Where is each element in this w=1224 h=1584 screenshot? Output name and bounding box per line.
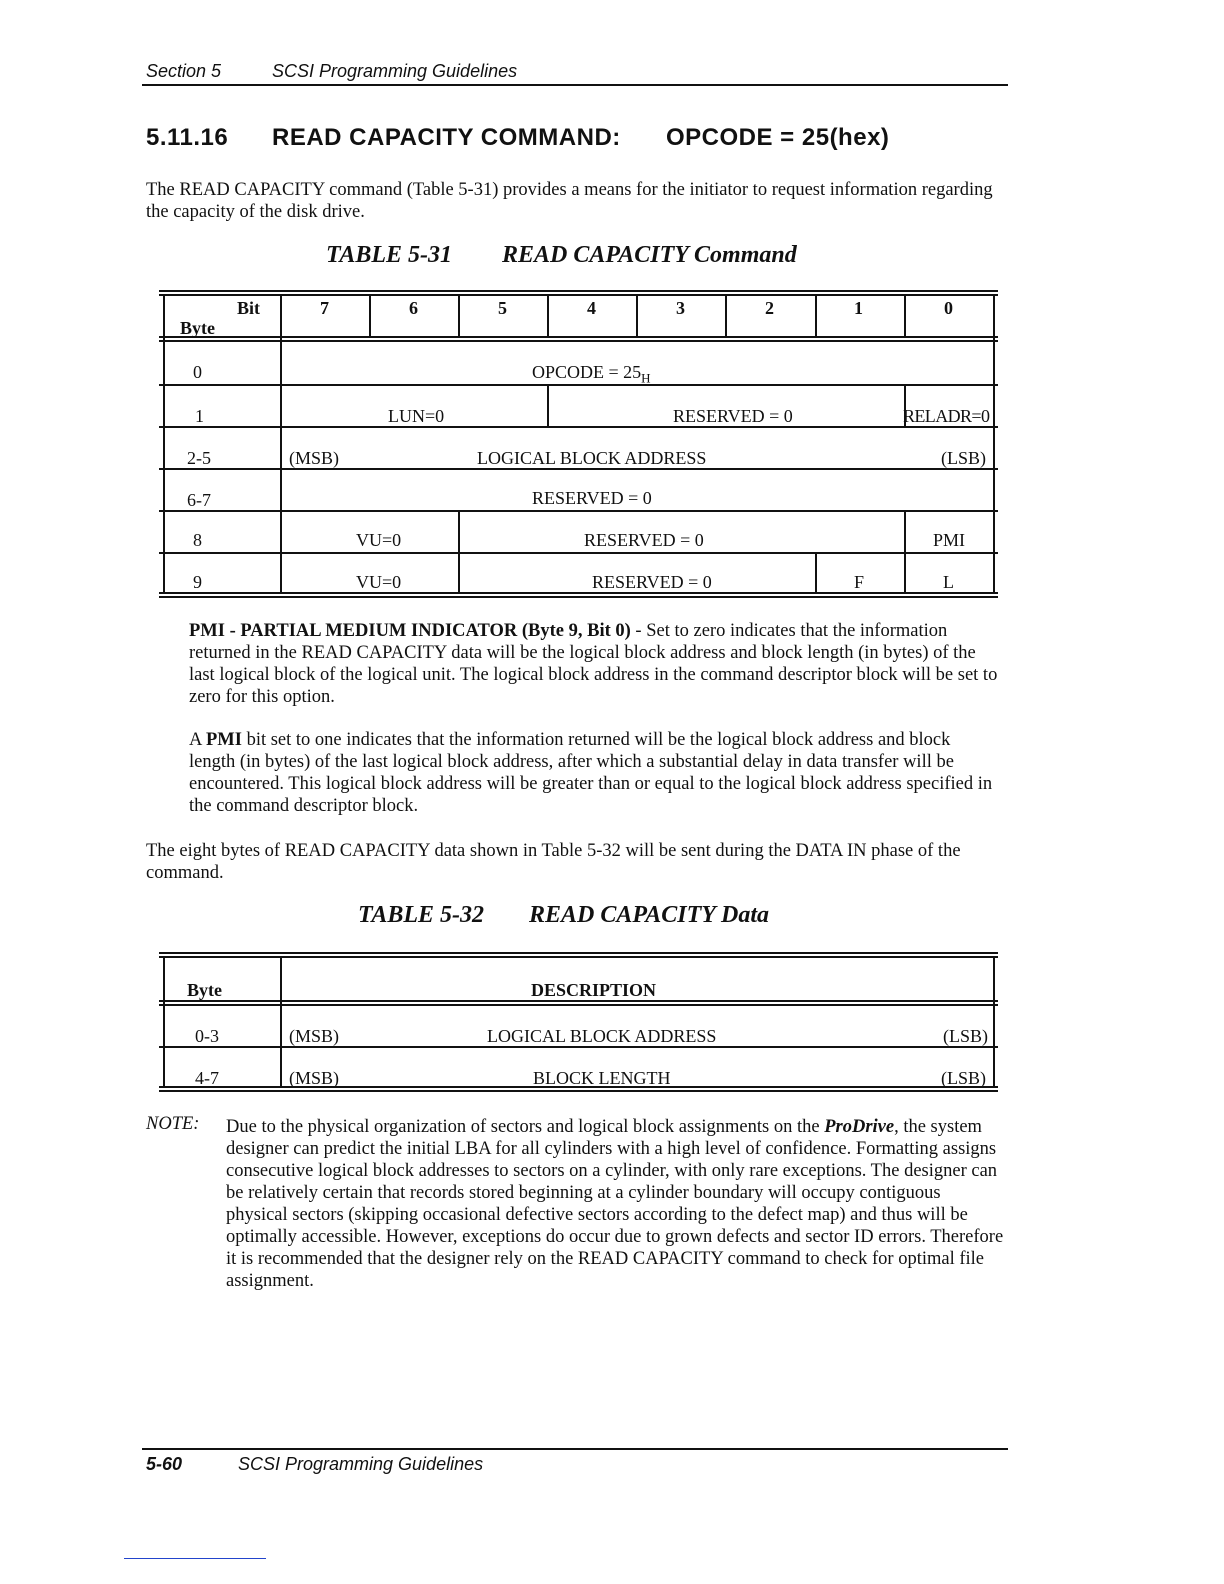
row-byte-1: 1 <box>195 406 204 426</box>
f-cell: F <box>854 572 865 592</box>
row-byte-9: 9 <box>193 572 202 592</box>
reserved-cell-3: RESERVED = 0 <box>532 488 652 508</box>
reladr-cell: RELADR=0 <box>903 406 990 426</box>
heading-title: READ CAPACITY COMMAND: <box>272 124 621 151</box>
table2-msb-0: (MSB) <box>289 1026 340 1046</box>
footer-title: SCSI Programming Guidelines <box>238 1454 484 1474</box>
row-byte-6-7: 6-7 <box>187 490 211 510</box>
note-label: NOTE: <box>146 1114 200 1134</box>
table2-description-label: DESCRIPTION <box>531 980 657 1000</box>
data-intro-paragraph: The eight bytes of READ CAPACITY data shown in Table 5-32 will be sent during the DATA IN phase of the command. <box>146 841 961 883</box>
note-paragraph: Due to the physical organization of sectors and logical block assignments on the ProDrive, the system designer can predict the initial LBA for all cylinders with a high level of confidence. Formatting assigns consecutive logical block addresses to sectors on a cylinder, with only rare exceptions. The designer can be relatively certain that records stored beginning at a cylinder boundary will occupy contiguous physical sectors (skipping occasional defective sectors according to the defect map) and thus will be optimally accessible. However, exceptions do occur due to grown defects and sector ID errors. Therefore it is recommended that the designer rely on the READ CAPACITY command to check for optimal file assignment. <box>226 1117 1004 1291</box>
bit-2: 2 <box>765 298 774 318</box>
bit-3: 3 <box>676 298 685 318</box>
heading-opcode: OPCODE = 25(hex) <box>666 124 890 151</box>
reserved-cell-1: RESERVED = 0 <box>673 406 793 426</box>
bit-4: 4 <box>587 298 596 318</box>
reserved-cell-8: RESERVED = 0 <box>584 530 704 550</box>
pmi-cell: PMI <box>933 530 966 550</box>
heading-number: 5.11.16 <box>146 124 229 151</box>
table2-row-byte-4-7: 4-7 <box>195 1068 219 1088</box>
msb-cell: (MSB) <box>289 448 340 468</box>
opcode-cell: OPCODE = $25_H$ <box>532 362 651 386</box>
table2-lsb-0: (LSB) <box>943 1026 988 1046</box>
reserved-cell-9: RESERVED = 0 <box>592 572 712 592</box>
table2-lsb-1: (LSB) <box>941 1068 986 1088</box>
table2-lba-cell: LOGICAL BLOCK ADDRESS <box>487 1026 717 1046</box>
header-title: SCSI Programming Guidelines <box>272 61 518 81</box>
table2-title: READ CAPACITY Data <box>529 902 770 928</box>
table2-msb-1: (MSB) <box>289 1068 340 1088</box>
byte-label: Byte <box>180 318 215 338</box>
bit-1: 1 <box>854 298 863 318</box>
table1-label: TABLE 5-31 <box>326 242 453 268</box>
lun-cell: LUN=0 <box>388 406 445 426</box>
row-byte-2-5: 2-5 <box>187 448 211 468</box>
pmi-set-paragraph: A PMI bit set to one indicates that the information returned will be the logical block address and block length (in bytes) of the last logical block address, after which a substantial delay in data transfer will be encountered. This logical block address will be greater than or equal to the logical block address specified in the command descriptor block. <box>189 730 993 816</box>
bit-5: 5 <box>498 298 507 318</box>
table2-block-length-cell: BLOCK LENGTH <box>533 1068 671 1088</box>
footer-page-number: 5-60 <box>146 1454 183 1474</box>
lba-cell: LOGICAL BLOCK ADDRESS <box>477 448 707 468</box>
bit-7: 7 <box>320 298 329 318</box>
vu-cell-8: VU=0 <box>356 530 402 550</box>
table2-byte-label: Byte <box>187 980 222 1000</box>
read-capacity-command-table <box>159 290 998 598</box>
table2-label: TABLE 5-32 <box>358 902 485 928</box>
page-footer <box>142 1448 1008 1474</box>
read-capacity-data-table <box>159 952 998 1094</box>
l-cell: L <box>943 572 954 592</box>
bit-0: 0 <box>944 298 953 318</box>
running-header <box>142 60 1008 86</box>
table1-title: READ CAPACITY Command <box>502 242 797 268</box>
bit-label: Bit <box>237 298 261 318</box>
vu-cell-9: VU=0 <box>356 572 402 592</box>
table2-row-byte-0-3: 0-3 <box>195 1026 219 1046</box>
intro-paragraph: The READ CAPACITY command (Table 5-31) provides a means for the initiator to request information regarding the capacity of the disk drive. <box>146 180 993 222</box>
pmi-paragraph: PMI - PARTIAL MEDIUM INDICATOR (Byte 9, Bit 0) - Set to zero indicates that the information returned in the READ CAPACITY data will be the logical block address and block length (in bytes) of the last logical block of the logical unit. The logical block address in the command descriptor block will be set to zero for this option. <box>189 621 998 707</box>
header-section: Section 5 <box>146 61 222 81</box>
row-byte-8: 8 <box>193 530 202 550</box>
lsb-cell: (LSB) <box>941 448 986 468</box>
bit-6: 6 <box>409 298 418 318</box>
bottom-divider <box>124 1558 266 1559</box>
row-byte-0: 0 <box>193 362 202 382</box>
